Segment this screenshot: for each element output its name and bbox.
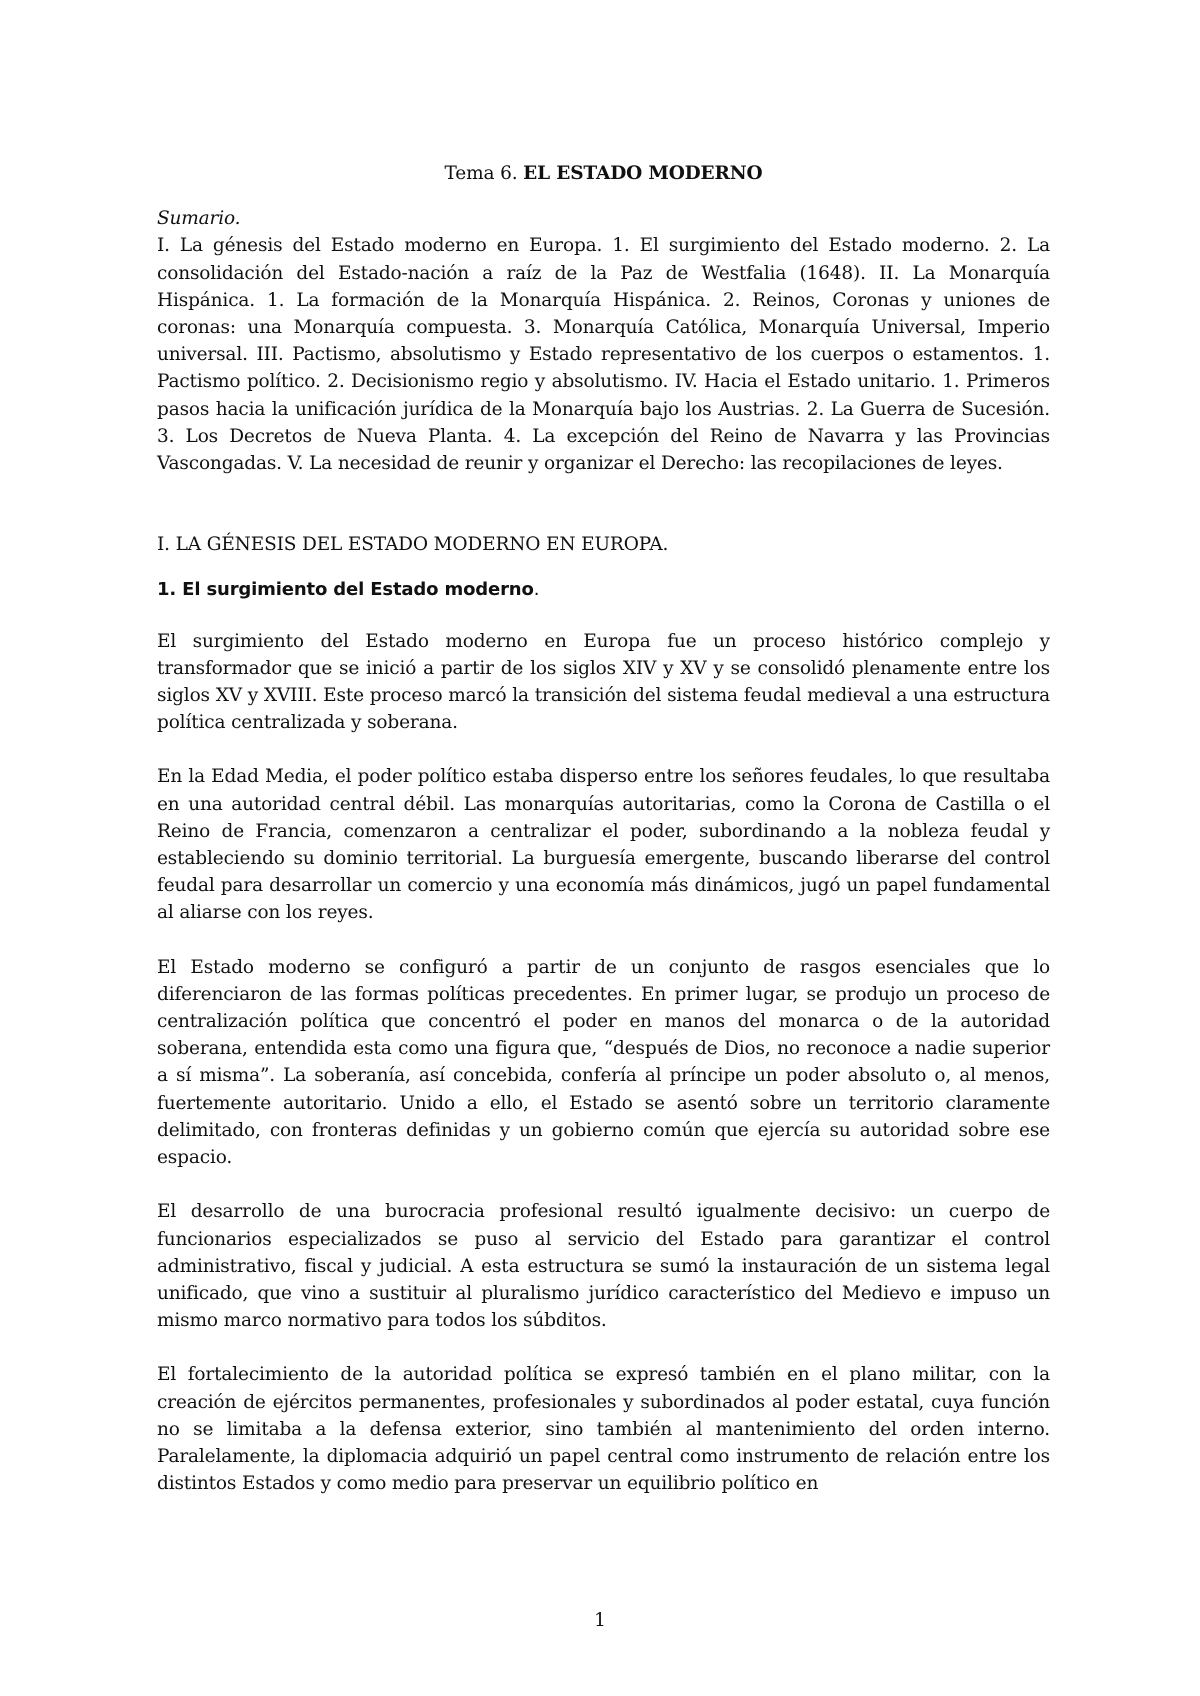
paragraph: El Estado moderno se configuró a partir de un conjunto de rasgos esenciales que lo diferenciaron de las formas políticas precedentes. En primer lugar, se produjo un proceso de centralización política que concentró el poder en manos del monarca o de la autoridad soberana, entendida esta como una figura que, “después de Dios, no reconoce a nadie superior a sí misma”. La soberanía, así concebida, confería al príncipe un poder absoluto o, al menos, fuertemente autoritario. Unido a ello, el Estado se asentó sobre un territorio claramente delimitado, con fronteras definidas y un gobierno común que ejercía su autoridad sobre ese espacio.: [157, 956, 1050, 1169]
paragraph: En la Edad Media, el poder político estaba disperso entre los señores feudales, lo que resultaba en una autoridad central débil. Las monarquías autoritarias, como la Corona de Castilla o el Reino de Francia, comenzaron a centralizar el poder, subordinando a la nobleza feudal y estableciendo su dominio territorial. La burguesía emergente, buscando liberarse del control feudal para desarrollar un comercio y una economía más dinámicos, jugó un papel fundamental al aliarse con los reyes.: [157, 766, 1050, 924]
subheading-text: 1. El surgimiento del Estado moderno: [157, 579, 534, 601]
page-title: [157, 160, 1050, 187]
page-number: 1: [594, 1610, 606, 1631]
page-content: [157, 160, 1050, 1524]
subheading-suffix: .: [533, 579, 540, 601]
paragraph: El surgimiento del Estado moderno en Europa fue un proceso histórico complejo y transformador que se inició a partir de los siglos XIV y XV y se consolidó plenamente entre los siglos XV y XVIII. Este proceso marcó la transición del sistema feudal medieval a una estructura política centralizada y soberana.: [157, 630, 1050, 734]
summary-label: Sumario.: [157, 208, 241, 230]
title-prefix: Tema 6.: [444, 163, 524, 184]
subheading: [157, 576, 1050, 603]
title-main: EL ESTADO MODERNO: [523, 163, 763, 184]
section-heading: I. LA GÉNESIS DEL ESTADO MODERNO EN EUROPA.: [157, 534, 669, 556]
paragraph: El desarrollo de una burocracia profesional resultó igualmente decisivo: un cuerpo de funcionarios especializados se puso al servicio del Estado para garantizar el control administrativo, fiscal y judicial. A esta estructura se sumó la instauración de un sistema legal unificado, que vino a sustituir al pluralismo jurídico característico del Medievo e impuso un mismo marco normativo para todos los súbditos.: [157, 1201, 1050, 1332]
summary-text: I. La génesis del Estado moderno en Europa. 1. El surgimiento del Estado moderno. 2. La consolidación del Estado-nación a raíz de la Paz de Westfalia (1648). II. La Monarquía Hispánica. 1. La formación de la Monarquía Hispánica. 2. Reinos, Coronas y uniones de coronas: una Monarquía compuesta. 3. Monarquía Católica, Monarquía Universal, Imperio universal. III. Pactismo, absolutismo y Estado representativo de los cuerpos o estamentos. 1. Pactismo político. 2. Decisionismo regio y absolutismo. IV. Hacia el Estado unitario. 1. Primeros pasos hacia la unificación jurídica de la Monarquía bajo los Austrias. 2. La Guerra de Sucesión. 3. Los Decretos de Nueva Planta. 4. La excepción del Reino de Navarra y las Provincias Vascongadas. V. La necesidad de reunir y organizar el Derecho: las recopilaciones de leyes.: [157, 235, 1050, 475]
paragraph: El fortalecimiento de la autoridad política se expresó también en el plano militar, con la creación de ejércitos permanentes, profesionales y subordinados al poder estatal, cuya función no se limitaba a la defensa exterior, sino también al mantenimiento del orden interno. Paralelamente, la diplomacia adquirió un papel central como instrumento de relación entre los distintos Estados y como medio para preservar un equilibrio político en: [157, 1364, 1050, 1495]
